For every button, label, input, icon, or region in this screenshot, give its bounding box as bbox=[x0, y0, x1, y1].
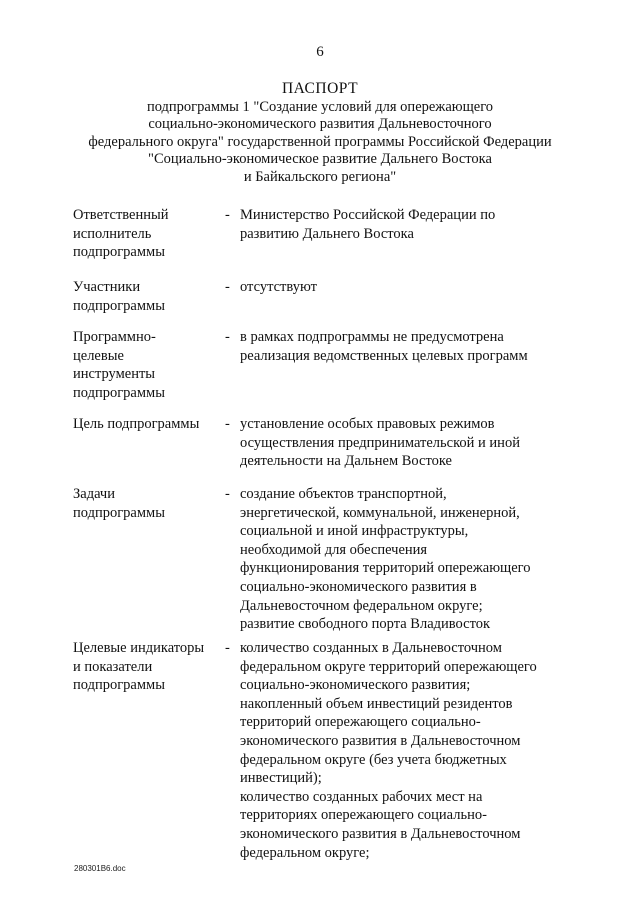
label-line: подпрограммы bbox=[73, 677, 165, 694]
value-line: накопленный объем инвестиций резидентов bbox=[240, 695, 513, 712]
value-line: осуществления предпринимательской и иной bbox=[240, 434, 520, 451]
row-value bbox=[240, 415, 580, 471]
footer-file-name: 280301В6.doc bbox=[74, 864, 126, 873]
row-label bbox=[73, 206, 223, 262]
label-line: целевые bbox=[73, 347, 124, 364]
value-line: социальной и иной инфраструктуры, bbox=[240, 523, 469, 540]
subtitle-line: и Байкальского региона" bbox=[243, 168, 397, 185]
subtitle-line: социально-экономического развития Дальневосточного bbox=[148, 116, 492, 132]
value-line: федеральном округе; bbox=[240, 844, 370, 861]
value-line: федеральном округе (без учета бюджетных bbox=[240, 751, 507, 768]
value-line: федеральном округе территорий опережающего bbox=[240, 658, 537, 675]
row-label bbox=[73, 415, 223, 434]
row-label bbox=[73, 639, 223, 695]
label-line: инструменты bbox=[73, 366, 156, 383]
value-line: количество созданных в Дальневосточном bbox=[240, 640, 502, 656]
value-line: Дальневосточном федеральном округе; bbox=[240, 597, 483, 614]
label-line: подпрограммы bbox=[73, 244, 165, 261]
row-dash: - bbox=[225, 416, 230, 432]
label-line: подпрограммы bbox=[73, 504, 165, 521]
value-line: энергетической, коммунальной, инженерной, bbox=[240, 504, 520, 521]
value-line: территорий опережающего социально- bbox=[240, 714, 481, 731]
row-value bbox=[240, 328, 580, 365]
row-dash: - bbox=[225, 486, 230, 502]
value-line: социально-экономического развития; bbox=[240, 677, 471, 694]
row-label bbox=[73, 328, 223, 402]
passport-title: ПАСПОРТ bbox=[281, 80, 359, 97]
value-line: количество созданных рабочих мест на bbox=[240, 788, 483, 805]
passport-subtitle bbox=[60, 99, 580, 187]
value-line: инвестиций); bbox=[240, 770, 322, 787]
label-line: подпрограммы bbox=[73, 384, 165, 401]
label-line: исполнитель bbox=[73, 225, 152, 242]
row-dash: - bbox=[225, 279, 230, 295]
value-line: развитие свободного порта Владивосток bbox=[240, 616, 491, 633]
label-line: подпрограммы bbox=[73, 297, 165, 314]
passport-header bbox=[60, 80, 580, 186]
label-line: Участники bbox=[73, 279, 141, 295]
subtitle-line: подпрограммы 1 "Создание условий для опережающего bbox=[146, 98, 494, 115]
value-line: в рамках подпрограммы не предусмотрена bbox=[240, 329, 504, 345]
row-value bbox=[240, 485, 580, 634]
value-line: социально-экономического развития в bbox=[240, 578, 477, 595]
value-line: отсутствуют bbox=[240, 279, 317, 295]
value-line: деятельности на Дальнем Востоке bbox=[240, 453, 452, 470]
value-line: установление особых правовых режимов bbox=[240, 416, 495, 432]
value-line: создание объектов транспортной, bbox=[240, 486, 447, 502]
row-dash: - bbox=[225, 640, 230, 656]
row-value bbox=[240, 278, 580, 297]
label-line: Задачи bbox=[73, 486, 115, 502]
label-line: Программно- bbox=[73, 329, 156, 345]
value-line: реализация ведомственных целевых программ bbox=[240, 347, 528, 364]
page-number: 6 bbox=[316, 44, 324, 60]
subtitle-line: федерального округа" государственной программы Российской Федерации bbox=[88, 133, 552, 150]
row-value bbox=[240, 206, 580, 243]
row-dash: - bbox=[225, 329, 230, 345]
label-line: Ответственный bbox=[73, 207, 169, 223]
row-dash: - bbox=[225, 207, 230, 223]
value-line: территориях опережающего социально- bbox=[240, 807, 487, 824]
subtitle-line: "Социально-экономическое развитие Дальнего Востока bbox=[148, 151, 492, 167]
row-label bbox=[73, 278, 223, 315]
value-line: функционирования территорий опережающего bbox=[240, 560, 531, 577]
label-line: и показатели bbox=[73, 658, 153, 675]
value-line: экономического развития в Дальневосточном bbox=[240, 732, 521, 749]
value-line: Министерство Российской Федерации по bbox=[240, 207, 496, 223]
row-value bbox=[240, 639, 580, 862]
value-line: необходимой для обеспечения bbox=[240, 541, 428, 558]
row-label bbox=[73, 485, 223, 522]
label-line: Цель подпрограммы bbox=[73, 416, 200, 432]
value-line: экономического развития в Дальневосточном bbox=[240, 825, 521, 842]
value-line: развитию Дальнего Востока bbox=[240, 225, 414, 242]
label-line: Целевые индикаторы bbox=[73, 640, 205, 656]
